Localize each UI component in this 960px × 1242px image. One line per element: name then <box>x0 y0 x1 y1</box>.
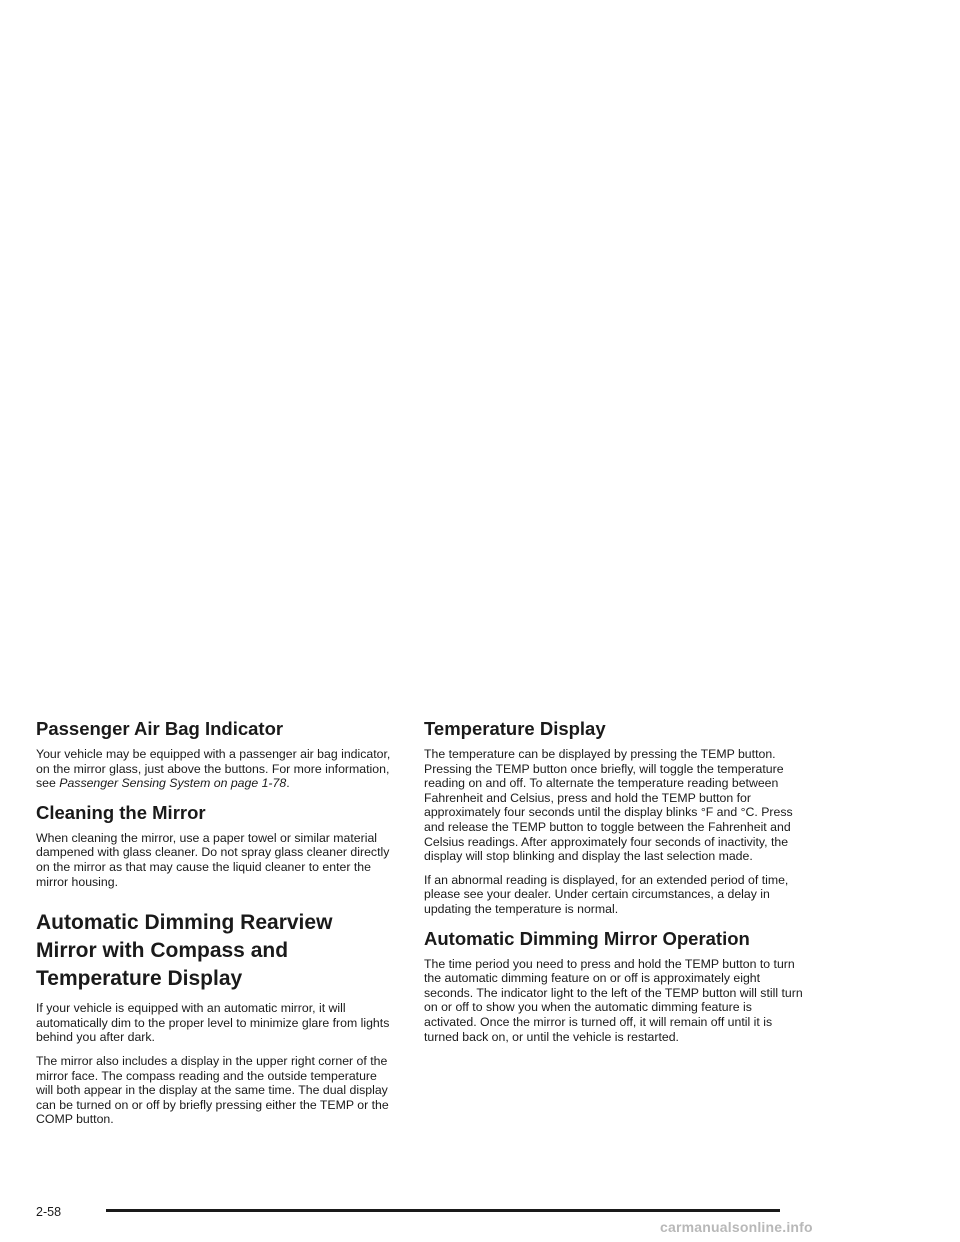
section-dimming-operation <box>424 928 804 1045</box>
page-number: 2-58 <box>36 1205 62 1219</box>
airbag-paragraph <box>36 747 392 791</box>
dimming-paragraph-2: The mirror also includes a display in the upper right corner of the mirror face. The compass reading and the outside temperature will both appear in the display at the same time. The dual display can be turned on or off by briefly pressing either the TEMP or the COMP button. <box>36 1053 389 1127</box>
operation-paragraph: The time period you need to press and hold the TEMP button to turn the automatic dimming feature on or off is approximately eight seconds. The indicator light to the left of the TEMP button will still turn on or off to show you when the automatic dimming feature is activated. Once the mirror is turned off, it will remain off until it is turned back on, or until the vehicle is restarted. <box>424 956 803 1044</box>
watermark: carmanualsonline.info <box>660 1219 813 1235</box>
left-column <box>36 718 392 1136</box>
heading-auto-dimming-mirror: Automatic Dimming Rearview Mirror with Compass and Temperature Display <box>36 911 333 991</box>
heading-airbag-indicator: Passenger Air Bag Indicator <box>36 718 284 739</box>
section-cleaning-mirror <box>36 802 392 889</box>
passenger-sensing-xref[interactable]: Passenger Sensing System on page 1-78 <box>59 776 287 791</box>
temperature-paragraph-1: The temperature can be displayed by pressing the TEMP button. Pressing the TEMP button once briefly, will toggle the temperature reading on and off. To alternate the temperature reading between Fahrenheit and Celsius, press and hold the TEMP button for approximately four seconds until the display blinks °F and °C. Press and release the TEMP button to toggle between the Fahrenheit and Celsius readings. After approximately four seconds of inactivity, the display will stop blinking and display the last selection made. <box>424 747 793 864</box>
right-column <box>424 718 804 1053</box>
section-auto-dimming-mirror <box>36 909 392 1127</box>
heading-cleaning-mirror: Cleaning the Mirror <box>36 801 206 823</box>
temperature-paragraph-2: If an abnormal reading is displayed, for an extended period of time, please see your dealer. Under certain circumstances, a delay in updating the temperature is normal. <box>424 872 789 916</box>
section-airbag-indicator <box>36 718 392 791</box>
airbag-tail: . <box>286 776 290 791</box>
footer-rule <box>106 1209 780 1212</box>
section-temperature-display <box>424 718 804 917</box>
heading-dimming-operation: Automatic Dimming Mirror Operation <box>424 927 750 949</box>
airbag-text: Your vehicle may be equipped with a passenger air bag indicator, on the mirror glass, just above the buttons. For more information, see <box>36 747 391 791</box>
heading-temperature-display: Temperature Display <box>424 718 606 739</box>
dimming-paragraph-1: If your vehicle is equipped with an automatic mirror, it will automatically dim to the proper level to minimize glare from lights behind you after dark. <box>36 1001 390 1045</box>
cleaning-paragraph: When cleaning the mirror, use a paper towel or similar material dampened with glass cleaner. Do not spray glass cleaner directly on the mirror as that may cause the liquid cleaner to enter the mirror housing. <box>36 830 390 889</box>
